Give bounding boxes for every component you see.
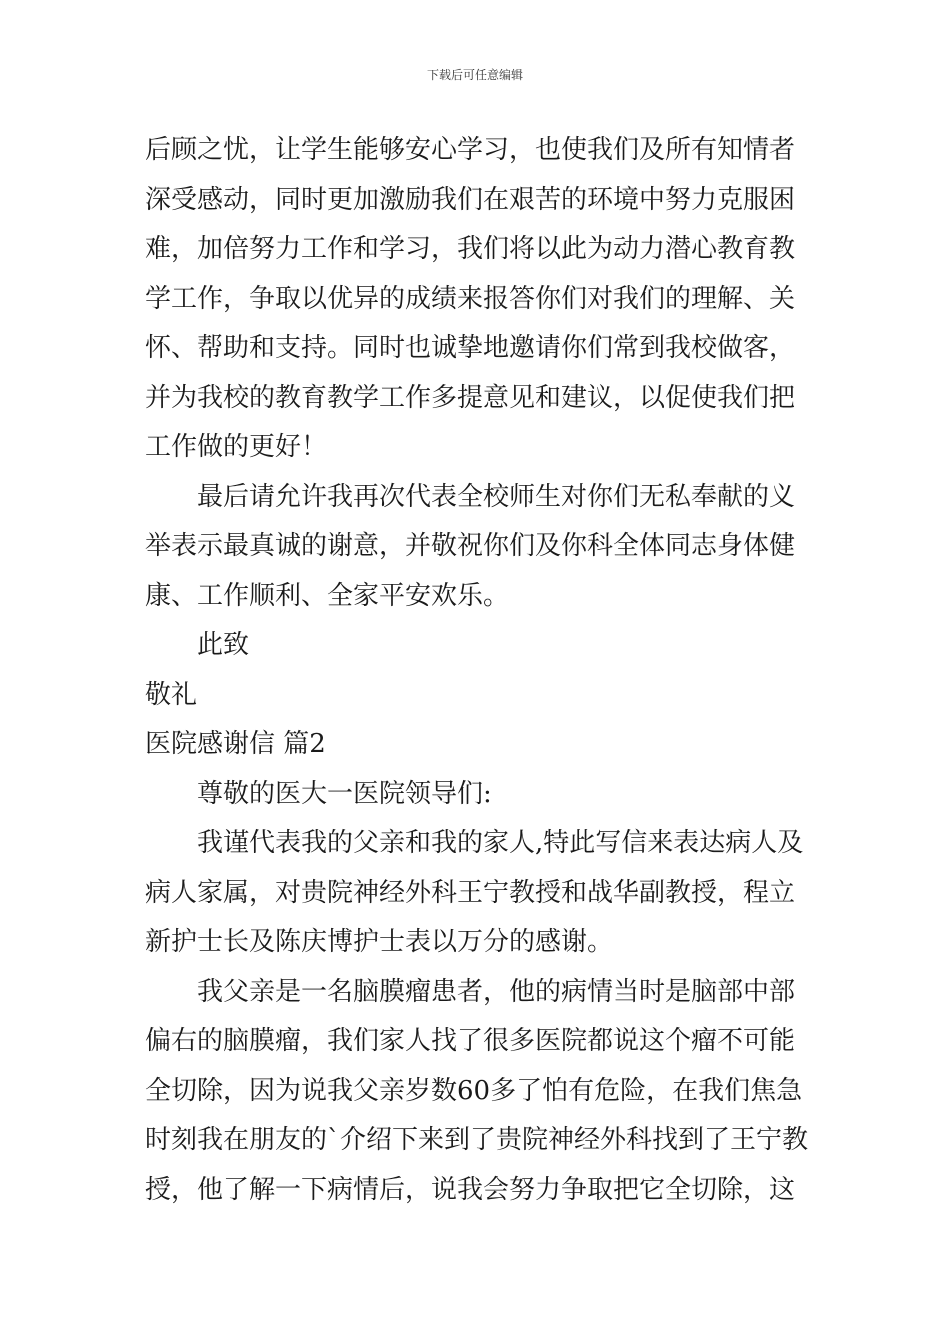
text-line: 康、工作顺利、全家平安欢乐。 xyxy=(145,580,510,611)
text-line: 后顾之忧，让学生能够安心学习，也使我们及所有知情者 xyxy=(145,135,796,165)
text-line: 我谨代表我的父亲和我的家人,特此写信来表达病人及 xyxy=(197,828,804,858)
text-line: 偏右的脑膜瘤，我们家人找了很多医院都说这个瘤不可能 xyxy=(145,1026,796,1056)
text-line: 我父亲是一名脑膜瘤患者，他的病情当时是脑部中部 xyxy=(197,976,796,1007)
text-line: 此致 xyxy=(197,630,250,660)
page-header: 下载后可任意编辑 xyxy=(426,68,523,82)
text-line: 时刻我在朋友的`介绍下来到了贵院神经外科找到了王宁教 xyxy=(145,1125,809,1155)
text-line: 尊敬的医大一医院领导们: xyxy=(197,778,492,809)
text-line: 新护士长及陈庆博护士表以万分的感谢。 xyxy=(145,927,614,957)
text-line: 难，加倍努力工作和学习，我们将以此为动力潜心教育教 xyxy=(145,234,796,264)
document-body xyxy=(145,126,810,1215)
text-line: 举表示最真诚的谢意，并敬祝你们及你科全体同志身体健 xyxy=(145,531,796,561)
text-line: 最后请允许我再次代表全校师生对你们无私奉献的义 xyxy=(197,481,796,512)
text-line: 敬礼 xyxy=(145,679,198,710)
text-line: 怀、帮助和支持。同时也诚挚地邀请你们常到我校做客， xyxy=(145,333,796,363)
text-line: 并为我校的教育教学工作多提意见和建议，以促使我们把 xyxy=(145,382,796,413)
text-line: 授，他了解一下病情后，说我会努力争取把它全切除，这 xyxy=(145,1174,796,1205)
text-line: 工作做的更好！ xyxy=(145,432,328,462)
text-line: 病人家属，对贵院神经外科王宁教授和战华副教授，程立 xyxy=(145,877,796,908)
text-line: 全切除，因为说我父亲岁数60多了怕有危险，在我们焦急 xyxy=(145,1075,803,1106)
text-line: 深受感动，同时更加激励我们在艰苦的环境中努力克服困 xyxy=(145,184,796,215)
text-line: 医院感谢信 篇2 xyxy=(145,729,326,759)
text-line: 学工作，争取以优异的成绩来报答你们对我们的理解、关 xyxy=(145,283,796,314)
